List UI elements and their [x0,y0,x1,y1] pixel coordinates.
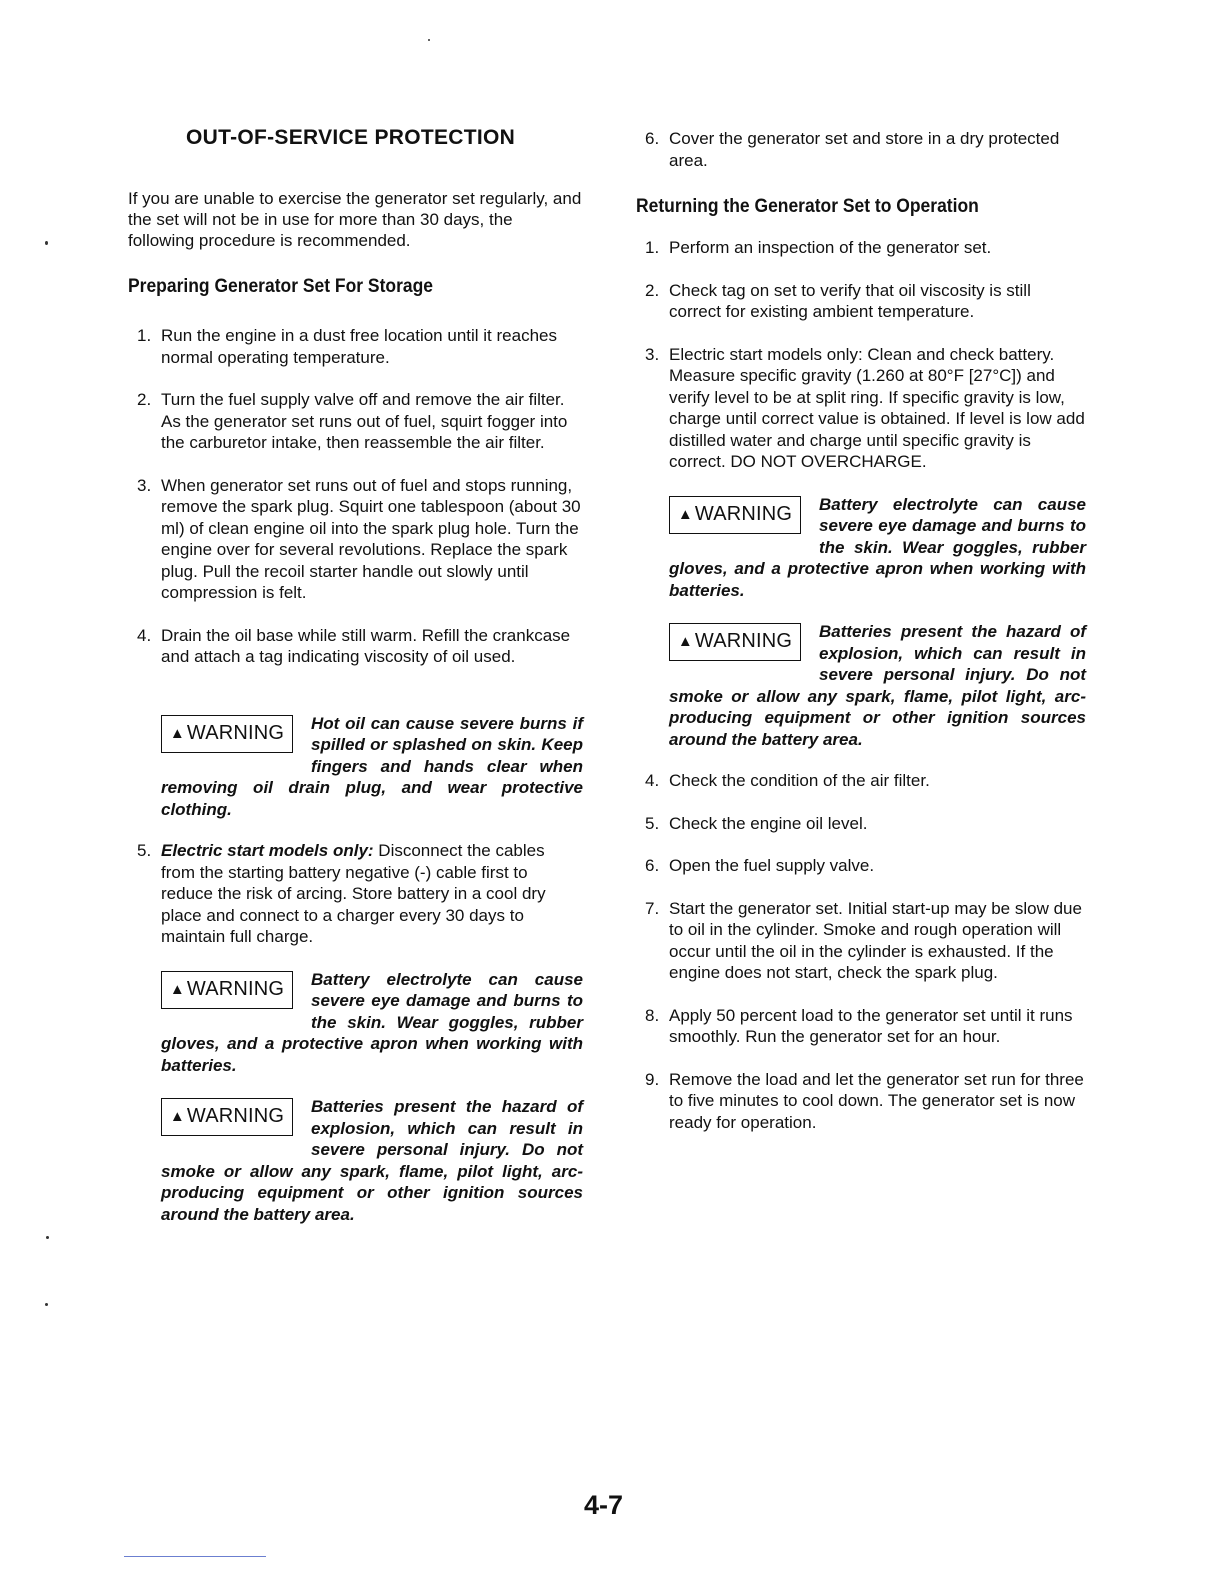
page-number: 4-7 [584,1490,624,1520]
return-subheading: Returning the Generator Set to Operation [636,196,979,217]
warning-triangle-icon: ▲ [677,633,693,651]
warning-badge: ▲ WARNING [161,971,293,1009]
warning-badge: ▲ WARNING [161,715,293,753]
warning-triangle-icon: ▲ [169,980,185,998]
warning-triangle-icon: ▲ [677,505,693,523]
list-item: 6. Cover the generator set and store in a dry protected area. [645,129,1060,170]
storage-steps-continued [128,840,583,948]
list-item: 8. Apply 50 percent load to the generator set until it runs smoothly. Run the generator set for an hour. [645,1005,1073,1046]
warning-triangle-icon: ▲ [169,1108,185,1126]
warning-badge: ▲ WARNING [669,496,801,534]
storage-subheading: Preparing Generator Set For Storage [128,276,434,297]
warning-badge: ▲ WARNING [161,1098,293,1136]
list-item: 6. Open the fuel supply valve. [645,856,875,875]
list-item: 1. Run the engine in a dust free location until it reaches normal operating temperature. [137,326,557,367]
storage-steps [128,325,583,668]
page-title: OUT-OF-SERVICE PROTECTION [186,126,516,149]
list-item: 2. Check tag on set to verify that oil viscosity is still correct for existing ambient temperature. [645,280,1031,321]
left-column [128,122,583,1245]
list-item: 5. Check the engine oil level. [645,813,868,833]
list-item: 7. Start the generator set. Initial start-up may be slow due to oil in the cylinder. Smoke and rough operation will occur until the oil in the cylinder is exhausted. If the engine does not start, check the spark plug. [645,898,1082,982]
warning-hot-oil: ▲ WARNING Hot oil can cause severe burns if spilled or splashed on skin. Keep fingers and hands clear when removing oil drain plug, and wear protective clothing. [161,713,583,819]
return-steps-continued [636,770,1086,1133]
storage-step-6 [636,128,1086,171]
warning-triangle-icon: ▲ [169,724,185,742]
list-item: 5. Electric start models only: Disconnect the cables from the starting battery negative (-) cable first to reduce the risk of arcing. Store battery in a cool dry place and connect to a charger every 30 days to maintain full charge. [137,841,546,946]
scan-speck [428,39,430,41]
intro-paragraph: If you are unable to exercise the generator set regularly, and the set will not be in use for more than 30 days, the following procedure is recommended. [128,189,582,250]
scan-speck [45,241,48,245]
warning-battery-explosion: ▲ WARNING Batteries present the hazard of explosion, which can result in severe personal injury. Do not smoke or allow any spark, flame, pilot light, arc-producing equipment or other ignition sources around the battery area. [669,622,1086,749]
footer-rule [124,1556,266,1557]
list-item: 1. Perform an inspection of the generator set. [645,238,992,257]
warning-battery-explosion: ▲ WARNING Batteries present the hazard of explosion, which can result in severe personal injury. Do not smoke or allow any spark, flame, pilot light, arc-producing equipment or other ignition sources around the battery area. [161,1097,583,1224]
list-item: 4. Drain the oil base while still warm. Refill the crankcase and attach a tag indicating viscosity of oil used. [137,625,571,666]
warning-battery-electrolyte: ▲ WARNING Battery electrolyte can cause severe eye damage and burns to the skin. Wear goggles, rubber gloves, and a protective apron when working with batteries. [161,969,583,1075]
scan-speck [45,1303,48,1306]
scan-speck [46,1236,49,1239]
list-item: 3. When generator set runs out of fuel and stops running, remove the spark plug. Squirt one tablespoon (about 30 ml) of clean engine oil into the spark plug hole. Turn the engine over for several revolutions. Replace the spark plug. Pull the recoil starter handle out slowly until compression is felt. [137,475,581,602]
right-column [636,122,1086,1154]
list-item: 3. Electric start models only: Clean and check battery. Measure specific gravity (1.260 at 80°F [27°C]) and verify level to be at split ring. If specific gravity is low, charge until correct value is obtained. If level is low add distilled water and charge until specific gravity is correct. DO NOT OVERCHARGE. [645,344,1085,471]
list-item: 4. Check the condition of the air filter. [645,771,930,790]
list-item: 9. Remove the load and let the generator set run for three to five minutes to cool down. The generator set is now ready for operation. [645,1069,1084,1132]
warning-battery-electrolyte: ▲ WARNING Battery electrolyte can cause severe eye damage and burns to the skin. Wear goggles, rubber gloves, and a protective apron when working with batteries. [669,494,1086,600]
warning-badge: ▲ WARNING [669,623,801,661]
return-steps [636,237,1086,473]
list-item: 2. Turn the fuel supply valve off and remove the air filter. As the generator set runs out of fuel, squirt fogger into the carburetor intake, then reassemble the air filter. [137,390,568,452]
